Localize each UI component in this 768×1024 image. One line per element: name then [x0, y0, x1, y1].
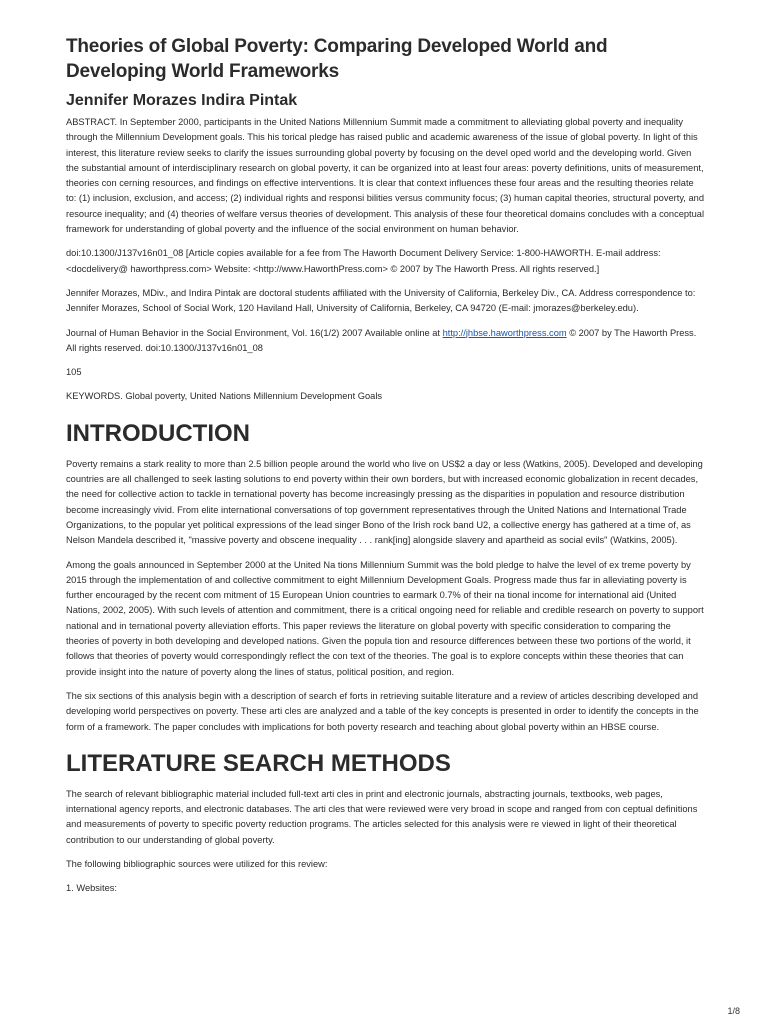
- journal-citation: [66, 326, 706, 357]
- intro-paragraph-3: The six sections of this analysis begin with a description of search ef forts in retrieving suitable literature and a review of articles describing developed and developing world perspectives on poverty. These arti cles are analyzed and a table of the key concepts is presented in order to identify the concepts in the form of a framework. The paper concludes with implications for both poverty research and teaching about global poverty within an HBSE course.: [66, 690, 699, 732]
- methods-heading: LITERATURE SEARCH METHODS: [66, 749, 451, 777]
- abstract-paragraph: ABSTRACT. In September 2000, participants in the United Nations Millennium Summit made a commitment to alleviating global poverty and inequality through the Millennium Development goals. This his torical pledge has raised public and academic awareness of the issue of global poverty. In light of this interest, this literature review seeks to clarify the issues surrounding global poverty by focusing on the devel oped world and the developing world. Given the substantial amount of interdisciplinary research on global poverty, it can be organized into at least four areas: poverty definitions, units of measurement, theories con cerning resources, and findings on effective interventions. It is clear that context influences these four areas and the resulting theories relate to: (1) inclusion, exclusion, and access; (2) individual rights and responsi bilities versus community focus; (3) human capital theories, structural poverty, and resource inequality; and (4) theories of welfare versus theories of development. This analysis of these four theoretical domains concludes with a conceptual framework for understanding of global poverty and the influence of the social environment on human behavior.: [66, 117, 705, 235]
- doi-note: doi:10.1300/J137v16n01_08 [Article copies available for a fee from The Haworth Document Delivery Service: 1-800-HAWORTH. E-mail address: <docdelivery@ haworthpress.com> Website: <http://www.HaworthPress.com> © 2007 by The Haworth Press. All rights reserved.]: [66, 248, 661, 274]
- methods-paragraph-1: The search of relevant bibliographic material included full-text arti cles in print and electronic journals, abstracting journals, textbooks, web pages, international agency reports, and electronic databases. The arti cles that were reviewed were very broad in scope and ranged from con ceptual definitions and measurements of poverty to specific poverty reduction programs. The articles selected for this analysis were re viewed in light of their theoretical contribution to our understanding of global poverty.: [66, 788, 698, 845]
- introduction-heading: INTRODUCTION: [66, 419, 250, 447]
- page-number: 1/8: [727, 1006, 740, 1016]
- page-reference: 105: [66, 367, 82, 378]
- methods-paragraph-2: The following bibliographic sources were utilized for this review:: [66, 858, 328, 869]
- methods-list-item-1: 1. Websites:: [66, 883, 117, 894]
- intro-paragraph-1: Poverty remains a stark reality to more than 2.5 billion people around the world who live on US$2 a day or less (Watkins, 2005). Developed and developing countries are all challenged to seek lasting solutions to end poverty within their own borders, but with increased economic globalization in recent decades, the need for collective action to tackle in ternational poverty has become increasingly pressing as the disparities in population and resource distribution become increasingly vivid. From elite international conversations of top government representatives through the United Nations and International Trade Organizations, to the popular yet political expressions of the lead singer Bono of the Irish rock band U2, a collective energy has gathered at a time of, as Nelson Mandela described it, "massive poverty and obscene inequality . . . rank[ing] alongside slavery and apartheid as social evils" (Watkins, 2005).: [66, 458, 703, 546]
- journal-link[interactable]: http://jhbse.haworthpress.com: [442, 327, 567, 338]
- paper-title: Theories of Global Poverty: Comparing Developed World and Developing World Frameworks: [66, 36, 608, 82]
- intro-paragraph-2: Among the goals announced in September 2000 at the United Na tions Millennium Summit was the bold pledge to halve the level of ex treme poverty by 2015 through the implementation of and collective commitment to eight Millennium Development Goals. Progress made thus far in alleviating poverty is further encouraged by the recent com mitment of 15 European Union countries to earmark 0.7% of their na tional income for international aid (United Nations, 2002, 2005). With such levels of attention and commitment, there is a critical ongoing need for reliable and credible research on poverty to support national and in ternational poverty alleviation efforts. This paper reviews the literature on global poverty with specific consideration to comparing the theories of poverty in both developing and developed nations. Given the popula tion and resource differences between these two portions of the world, it follows that theories of poverty would correspondingly reflect the con text of the theories. The goal is to explore concepts within these theories that can provide insight into the nature of poverty along the lines of status, political position, and region.: [66, 559, 704, 677]
- journal-text-before: Journal of Human Behavior in the Social Environment, Vol. 16(1/2) 2007 Available online at: [66, 327, 443, 338]
- paper-authors: Jennifer Morazes Indira Pintak: [66, 92, 298, 109]
- keywords: KEYWORDS. Global poverty, United Nations Millennium Development Goals: [66, 391, 383, 402]
- affiliation-note: Jennifer Morazes, MDiv., and Indira Pintak are doctoral students affiliated with the University of California, Berkeley Div., CA. Address correspondence to: Jennifer Morazes, School of Social Work, 120 Haviland Hall, University of California, Berkeley, CA 94720 (E-mail: jmorazes@berkeley.edu).: [66, 287, 696, 314]
- journal-text-after: © 2007 by The Haworth Press. All rights reserved. doi:10.1300/J137v16n01_08: [66, 327, 697, 353]
- document-page: [66, 34, 706, 906]
